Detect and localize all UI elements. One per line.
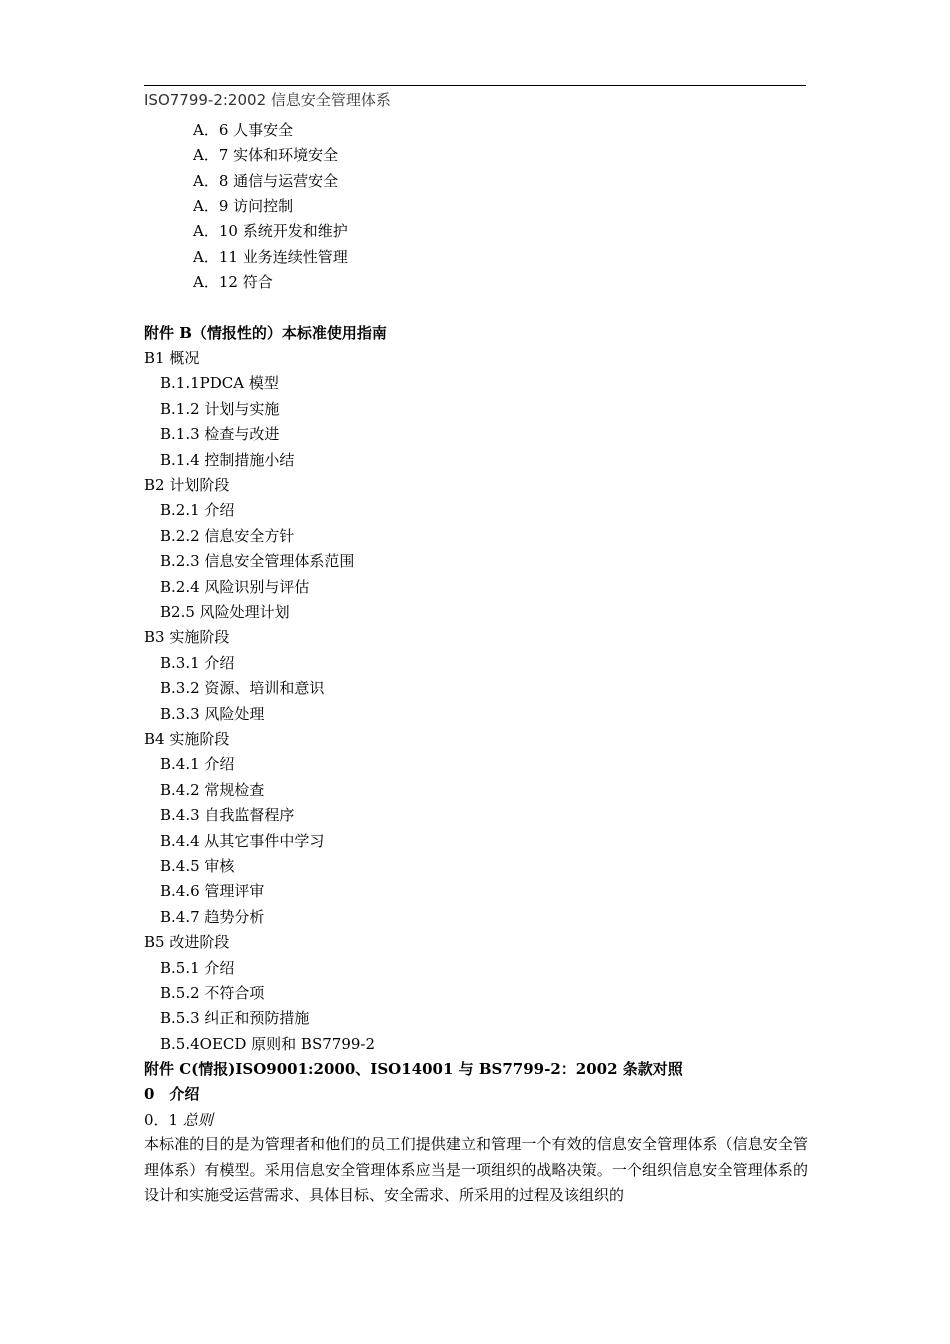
header-rule [144, 85, 806, 86]
list-item: B.2.1 介绍 [160, 501, 235, 519]
list-item: B.4.3 自我监督程序 [160, 806, 295, 824]
subsection-number: 0．1 [144, 1111, 179, 1129]
annex-b-title: 附件 B（情报性的）本标准使用指南 [144, 324, 387, 342]
list-item: B.1.2 计划与实施 [160, 400, 280, 418]
list-item: B.4.2 常规检查 [160, 781, 265, 799]
list-item: B.4.1 介绍 [160, 755, 235, 773]
section-heading: B5 改进阶段 [144, 933, 230, 951]
list-item: B.2.2 信息安全方针 [160, 527, 295, 545]
list-item: B.1.4 控制措施小结 [160, 451, 295, 469]
section-heading: B1 概况 [144, 349, 200, 367]
section-heading: B3 实施阶段 [144, 628, 230, 646]
list-item: B.5.3 纠正和预防措施 [160, 1009, 310, 1027]
section-heading: B2 计划阶段 [144, 476, 230, 494]
subsection-title [144, 1109, 213, 1131]
list-item: B.5.4OECD 原则和 BS7799-2 [160, 1035, 376, 1053]
list-item: B.3.1 介绍 [160, 654, 235, 672]
list-item: A．12 符合 [193, 273, 273, 291]
list-item: A．6 人事安全 [193, 121, 294, 139]
list-item: B.4.4 从其它事件中学习 [160, 832, 325, 850]
list-item: A．9 访问控制 [193, 197, 294, 215]
list-item: B.2.3 信息安全管理体系范围 [160, 552, 355, 570]
list-item: B2.5 风险处理计划 [160, 603, 290, 621]
subsection-name: 总则 [182, 1111, 213, 1129]
list-item: B.4.5 审核 [160, 857, 235, 875]
list-item: B.5.2 不符合项 [160, 984, 265, 1002]
section-heading: B4 实施阶段 [144, 730, 230, 748]
list-item: B.5.1 介绍 [160, 959, 235, 977]
list-item: A．8 通信与运营安全 [193, 172, 339, 190]
page-header: ISO7799-2:2002 信息安全管理体系 [144, 91, 391, 109]
annex-c-title: 附件 C(情报)ISO9001:2000、ISO14001 与 BS7799-2：2002 条款对照 [144, 1060, 683, 1078]
list-item: B.4.7 趋势分析 [160, 908, 265, 926]
list-item: A．10 系统开发和维护 [193, 222, 348, 240]
list-item: B.4.6 管理评审 [160, 882, 265, 900]
list-item: B.3.3 风险处理 [160, 705, 265, 723]
list-item: B.1.1PDCA 模型 [160, 374, 279, 392]
list-item: B.2.4 风险识别与评估 [160, 578, 310, 596]
list-item: A．11 业务连续性管理 [193, 248, 348, 266]
section-title: 0 介绍 [144, 1085, 200, 1103]
list-item: B.1.3 检查与改进 [160, 425, 280, 443]
list-item: A．7 实体和环境安全 [193, 146, 339, 164]
list-item: B.3.2 资源、培训和意识 [160, 679, 325, 697]
body-paragraph: 本标准的目的是为管理者和他们的员工们提供建立和管理一个有效的信息安全管理体系（信息安全管理体系）有模型。采用信息安全管理体系应当是一项组织的战略决策。一个组织信息安全管理体系的设计和实施受运营需求、具体目标、安全需求、所采用的过程及该组织的 [144, 1135, 808, 1204]
